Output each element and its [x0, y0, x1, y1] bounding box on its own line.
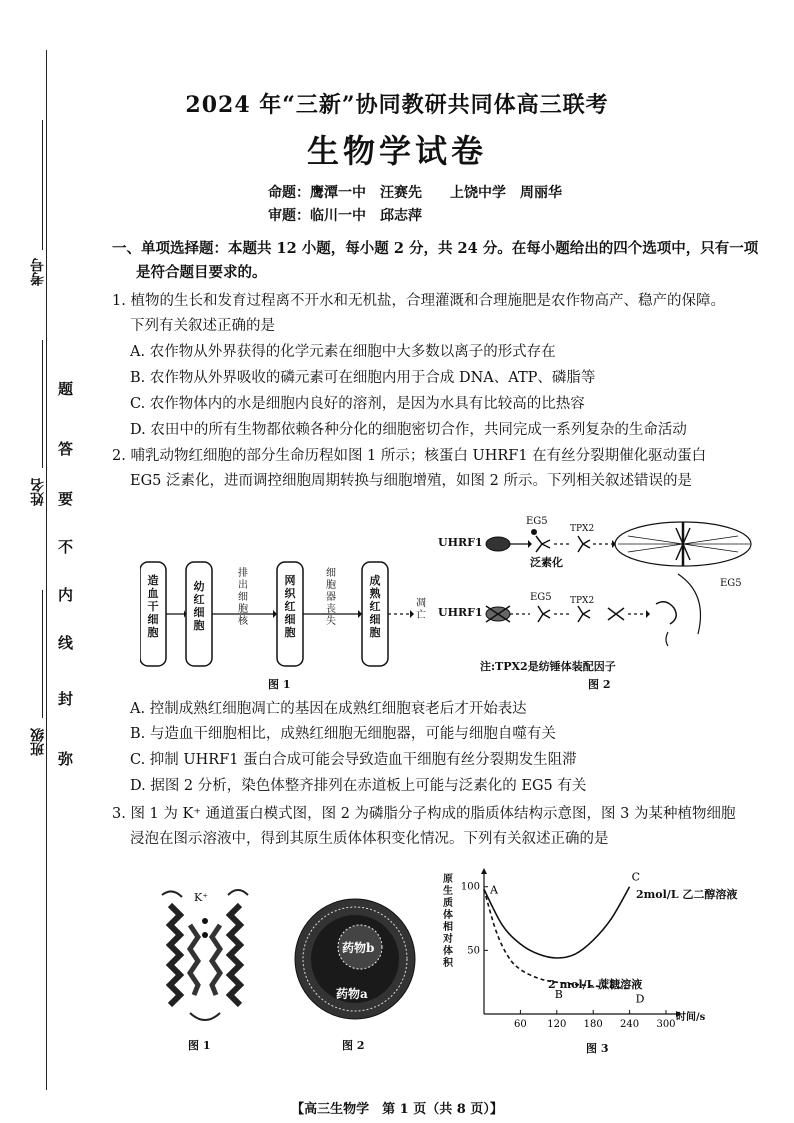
x-tick-label: 240	[620, 1019, 640, 1030]
eg5-label-top: EG5	[526, 516, 548, 527]
name-field[interactable]	[42, 340, 43, 468]
cell-mature-rbc: 成熟红细胞	[369, 574, 381, 639]
class-field[interactable]	[42, 590, 43, 718]
series-line-sucrose	[484, 889, 630, 988]
cell-stem: 造血干细胞	[147, 574, 159, 639]
q2-fig2-caption: 图 2	[588, 678, 611, 691]
exam-title: 2024 年“三新”协同教研共同体高三联考	[185, 92, 609, 118]
series-line-ethylene-glycol	[484, 887, 630, 958]
page-footer: 【高三生物学 第 1 页（共 8 页）】	[291, 1102, 503, 1117]
q2-fig1-caption: 图 1	[268, 678, 291, 691]
uhrf1-label-top: UHRF1	[438, 536, 483, 549]
q2-option-c[interactable]: C. 抑制 UHRF1 蛋白合成可能会导致造血干细胞有丝分裂期发生阻滞	[130, 752, 577, 768]
section-heading: 一、单项选择题：本题共 12 小题，每小题 2 分，共 24 分。在每小题给出的四个选项中，只有一项	[112, 240, 759, 257]
uhrf1-label-bottom: UHRF1	[438, 606, 483, 619]
seal-char: 线	[58, 634, 74, 652]
k-channel-diagram	[150, 885, 260, 1035]
q2-stem: 2. 哺乳动物红细胞的部分生命历程如图 1 所示；核蛋白 UHRF1 在有丝分裂期催化驱动蛋白	[112, 448, 707, 464]
ubiquitination-label: 泛素化	[530, 556, 563, 569]
paper-title: 生物学试卷	[306, 132, 487, 170]
drug-a-label: 药物a	[336, 987, 368, 1001]
section-heading-cont: 是符合题目要求的。	[136, 264, 267, 281]
q2-stem-cont: EG5 泛素化，进而调控细胞周期转换与细胞增殖，如图 2 所示。下列相关叙述错误的是	[130, 473, 692, 489]
q1-option-c[interactable]: C. 农作物体内的水是细胞内良好的溶剂，是因为水具有比较高的比热容	[130, 396, 585, 412]
q3-figure-1	[150, 885, 260, 1055]
seal-char: 内	[58, 586, 74, 604]
liposome-diagram	[290, 885, 420, 1035]
seal-char: 要	[58, 490, 74, 508]
q3-fig3-caption: 图 3	[586, 1042, 609, 1055]
x-tick-label: 300	[656, 1019, 676, 1030]
point-label-c: C	[631, 870, 641, 884]
seal-char: 题	[58, 380, 74, 398]
q3-figure-3	[440, 868, 780, 1058]
fig2-note: 注:TPX2是纺锤体装配因子	[480, 660, 616, 673]
drug-b-label: 药物b	[342, 941, 375, 955]
seal-char: 答	[58, 440, 74, 458]
class-label: 班级	[30, 728, 46, 756]
x-tick-label: 120	[547, 1019, 567, 1030]
tpx2-label-bottom: TPX2	[570, 596, 595, 606]
tpx2-label-top: TPX2	[570, 524, 595, 534]
q3-figure-2	[290, 885, 420, 1055]
k-ion-label: K⁺	[194, 891, 209, 904]
seal-char: 弥	[58, 750, 74, 768]
y-tick-label: 50	[467, 945, 480, 957]
name-label: 姓名	[30, 478, 46, 506]
binding-line	[46, 50, 47, 1090]
eg5-label-bottom: EG5	[530, 592, 552, 603]
q3-stem-cont: 浸泡在图示溶液中，得到其原生质体体积变化情况。下列有关叙述正确的是	[130, 831, 609, 847]
x-tick-label: 180	[583, 1019, 603, 1030]
cell-reticulocyte: 网织红细胞	[284, 574, 296, 639]
q3-fig2-caption: 图 2	[342, 1039, 365, 1052]
seal-char: 不	[58, 538, 74, 556]
authors-setters: 命题：鹰潭一中 汪赛先 上饶中学 周丽华	[268, 185, 562, 201]
y-tick-label: 100	[460, 881, 480, 893]
q2-option-a[interactable]: A. 控制成熟红细胞凋亡的基因在成熟红细胞衰老后才开始表达	[130, 701, 527, 717]
cell-erythroblast: 幼红细胞	[193, 580, 205, 632]
y-axis-label: 原生质体相对体积	[443, 874, 453, 969]
series-label-sucrose: 2 mol/L 蔗糖溶液	[548, 978, 643, 991]
q1-option-b[interactable]: B. 农作物从外界吸收的磷元素可在细胞内用于合成 DNA、ATP、磷脂等	[130, 370, 596, 386]
point-label-d: D	[635, 992, 645, 1006]
x-tick-label: 60	[514, 1019, 527, 1030]
point-label-a: A	[490, 883, 498, 897]
eg5-label-right: EG5	[720, 578, 742, 589]
q1-option-a[interactable]: A. 农作物从外界获得的化学元素在细胞中大多数以离子的形式存在	[130, 344, 556, 360]
q2-option-b[interactable]: B. 与造血干细胞相比，成熟红细胞无细胞器，可能与细胞自噬有关	[130, 726, 556, 742]
seal-char: 封	[58, 690, 74, 708]
exam-no-label: 考号	[30, 258, 46, 286]
q1-option-d[interactable]: D. 农田中的所有生物都依赖各种分化的细胞密切合作，共同完成一系列复杂的生命活动	[130, 422, 687, 438]
q1-stem-cont: 下列有关叙述正确的是	[130, 318, 275, 334]
x-axis-label: 时间/s	[676, 1012, 706, 1023]
authors-reviewer: 审题：临川一中 邱志萍	[268, 208, 422, 224]
apoptosis-label: 凋亡	[416, 598, 426, 621]
point-label-b: B	[554, 988, 563, 1002]
arrow-label-organelle-loss: 细胞器丧失	[326, 568, 336, 627]
series-label-ethylene-glycol: 2mol/L 乙二醇溶液	[636, 888, 738, 901]
q3-fig1-caption: 图 1	[188, 1039, 211, 1052]
q1-stem: 1. 植物的生长和发育过程离不开水和无机盐，合理灌溉和合理施肥是农作物高产、稳产的保障。	[112, 293, 725, 309]
q2-figure-2	[438, 514, 758, 692]
q3-stem: 3. 图 1 为 K⁺ 通道蛋白模式图，图 2 为磷脂分子构成的脂质体结构示意图，图 3 为某种植物细胞	[112, 806, 736, 822]
arrow-label-enucleation: 排出细胞核	[238, 568, 248, 627]
y-axis-arrow	[481, 868, 487, 874]
q2-figure-1	[140, 560, 440, 690]
q2-option-d[interactable]: D. 据图 2 分析，染色体整齐排列在赤道板上可能与泛素化的 EG5 有关	[130, 778, 587, 794]
